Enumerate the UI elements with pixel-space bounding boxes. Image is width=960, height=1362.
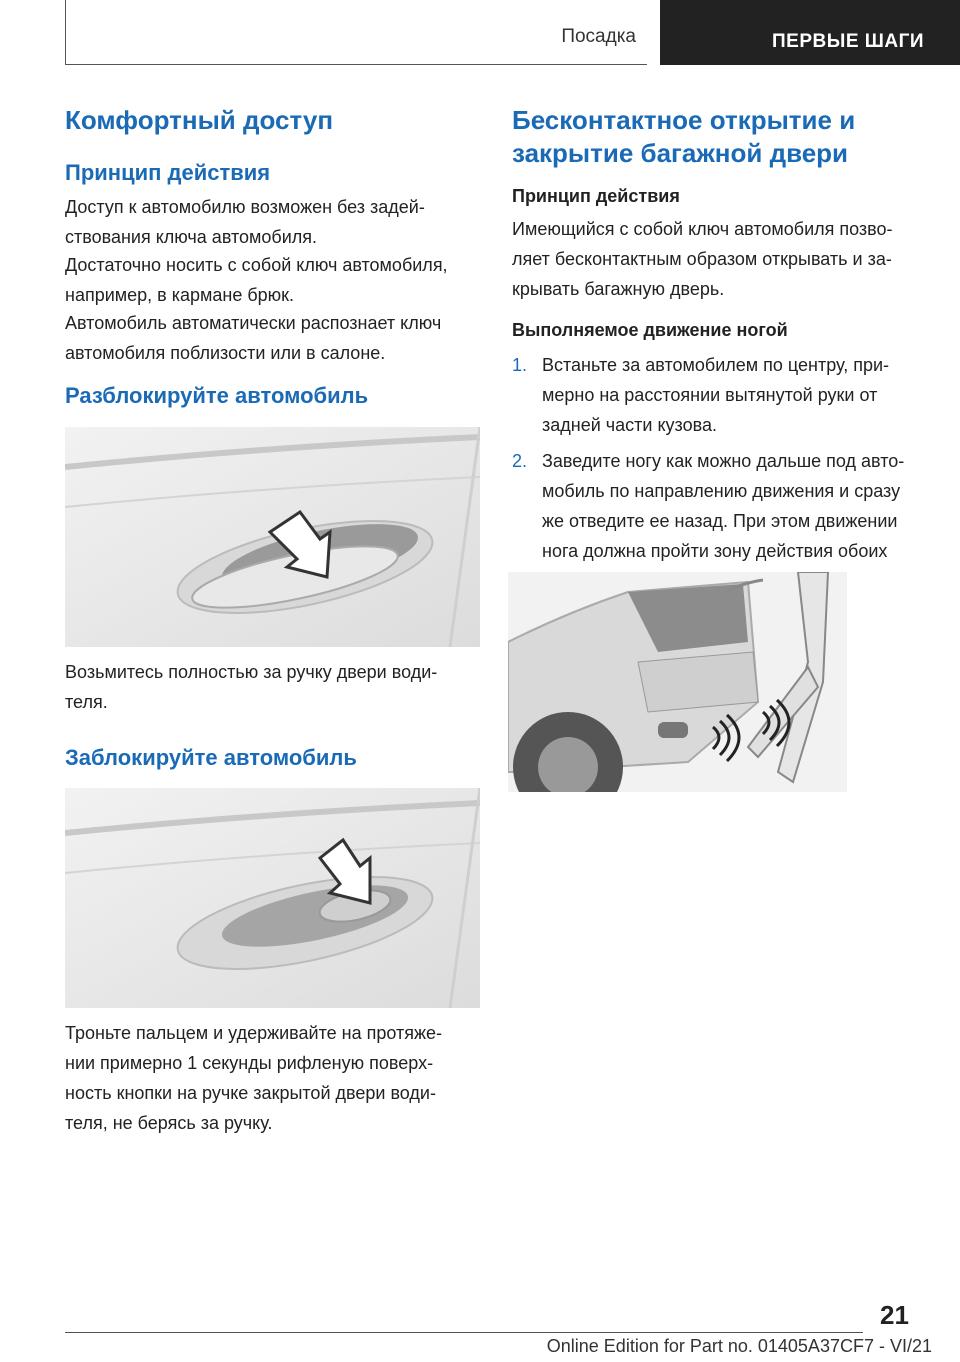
unlock-illustration	[65, 427, 480, 647]
unlock-heading: Разблокируйте автомобиль	[65, 383, 369, 408]
step-number: 2.	[512, 451, 528, 471]
list-item	[512, 350, 930, 440]
step-text: Заведите ногу как можно дальше под авто- мобиль по направлению движения и сразу же отведите ее назад. При этом движении нога должна пройти зону действия обоих	[542, 451, 905, 561]
footer-edition: Online Edition for Part no. 01405A37CF7 - VI/21	[546, 1336, 932, 1356]
page-title: Комфортный доступ	[65, 105, 334, 135]
step-number: 1.	[512, 355, 528, 375]
tailgate-principle-text: Имеющийся с собой ключ автомобиля позво- ляет бесконтактным образом открывать и за- крывать багажную дверь.	[512, 219, 893, 299]
step-text: Встаньте за автомобилем по центру, при- мерно на расстоянии вытянутой руки от задней части кузова.	[542, 355, 890, 435]
footer-rule	[65, 1332, 863, 1333]
page-number: 21	[880, 1300, 909, 1330]
lock-heading: Заблокируйте автомобиль	[65, 745, 357, 770]
principle-paragraph-2: Достаточно носить с собой ключ автомобиля, например, в кармане брюк.	[65, 255, 448, 305]
foot-steps-list	[512, 350, 930, 602]
lock-caption: Троньте пальцем и удерживайте на протяже- нии примерно 1 секунды рифленую поверх- ность кнопки на ручке закрытой двери води- теля, не берясь за ручку.	[65, 1023, 443, 1133]
principle-heading: Принцип действия	[65, 160, 271, 185]
chapter-label: ПЕРВЫЕ ШАГИ	[772, 30, 925, 52]
unlock-caption: Возьмитесь полностью за ручку двери води- теля.	[65, 662, 438, 712]
header-chapter-tab	[660, 0, 960, 65]
header-section-label: Посадка	[561, 26, 636, 47]
tailgate-illustration	[508, 572, 847, 792]
foot-movement-heading: Выполняемое движение ногой	[512, 320, 788, 340]
principle-paragraph-1: Доступ к автомобилю возможен без задей- ствования ключа автомобиля.	[65, 197, 425, 247]
header-rule	[65, 0, 66, 65]
tailgate-title: Бесконтактное открытие и закрытие багажной двери	[512, 105, 856, 168]
principle-paragraph-3: Автомобиль автоматически распознает ключ автомобиля поблизости или в салоне.	[65, 313, 442, 363]
lock-illustration	[65, 788, 480, 1008]
tailgate-principle-heading: Принцип действия	[512, 186, 680, 206]
header-bottom-rule	[65, 64, 647, 65]
